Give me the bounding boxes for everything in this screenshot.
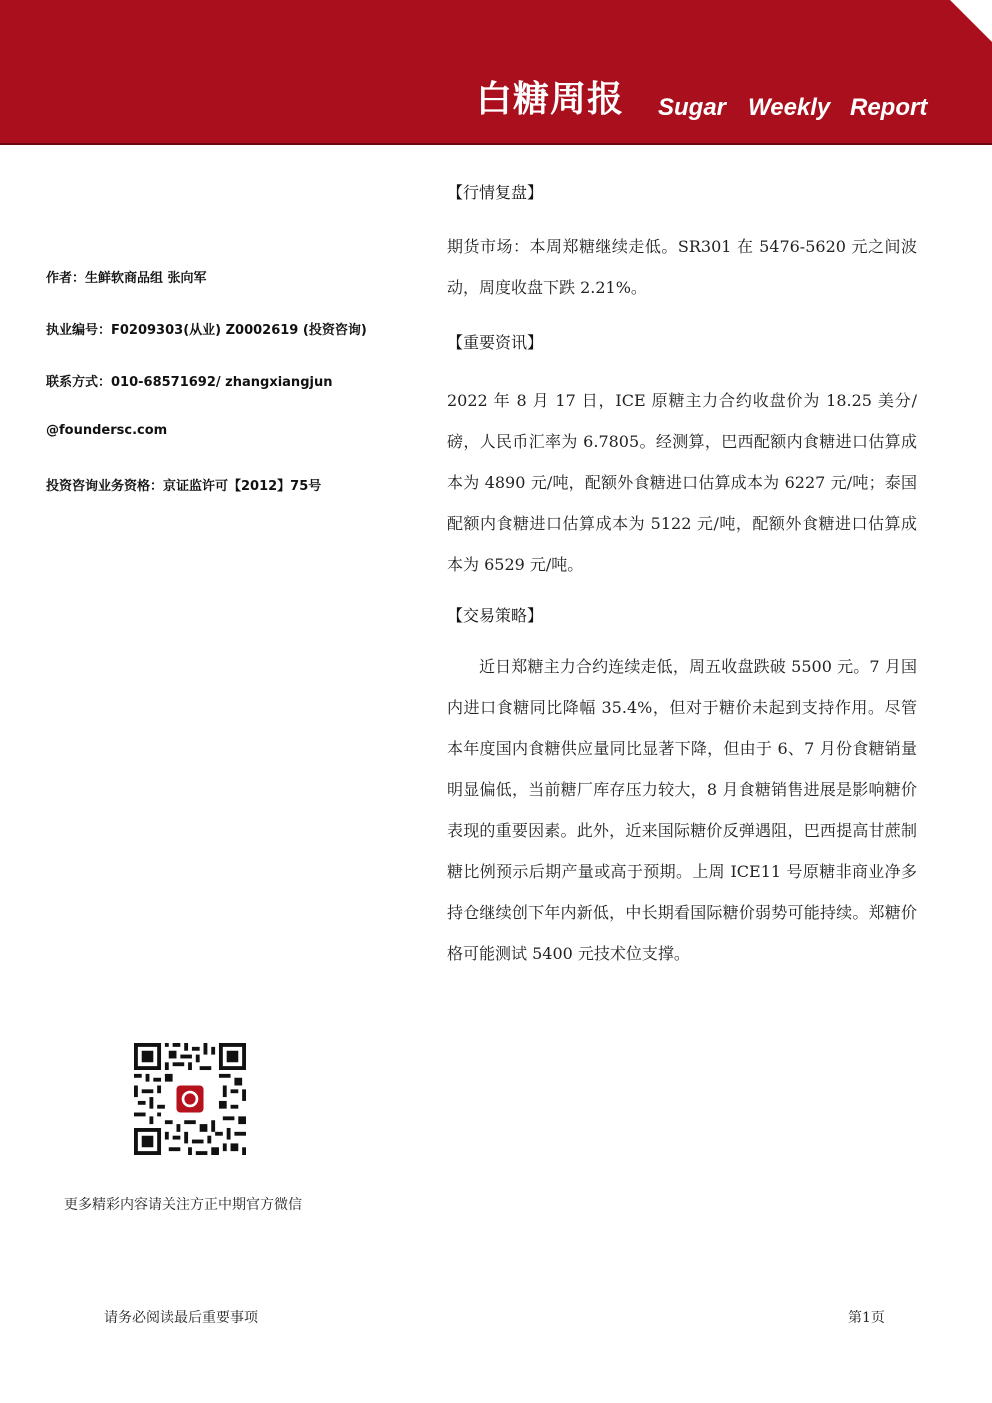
- folded-corner: [950, 0, 992, 42]
- strategy-text: 近日郑糖主力合约连续走低，周五收盘跌破 5500 元。7 月国内进口食糖同比降幅 35.4%，但对于糖价未起到支持作用。尽管本年度国内食糖供应量同比显著下降，但由于 6、7 月份食糖销量明显偏低，当前糖厂库存压力较大，8 月食糖销售进展是影响糖价表现的重要因素。此外，近来国际糖价反弹遇阻，巴西提高甘蔗制糖比例预示后期产量或高于预期。上周 ICE11 号原糖非商业净多持仓继续创下年内新低，中长期看国际糖价弱势可能持续。郑糖价格可能测试 5400 元技术位支撑。: [447, 657, 917, 963]
- author-line: 作者：生鲜软商品组 张向军: [46, 271, 207, 286]
- qr-caption: 更多精彩内容请关注方正中期官方微信: [64, 1197, 302, 1213]
- heading-market-review: 【行情复盘】: [447, 183, 544, 202]
- market-review-text: 期货市场：本周郑糖继续走低。SR301 在 5476-5620 元之间波动，周度收盘下跌 2.21%。: [447, 237, 917, 297]
- report-title-en-3: Report: [850, 94, 928, 121]
- qualification-line: 投资咨询业务资格：京证监许可【2012】75号: [46, 479, 322, 494]
- report-title-en-1: Sugar: [658, 94, 727, 121]
- email-line: @foundersc.com: [46, 423, 168, 438]
- wechat-qr-code: [134, 1043, 246, 1155]
- header-banner: [0, 0, 992, 145]
- contact-line: 联系方式：010-68571692/ zhangxiangjun: [46, 375, 333, 390]
- report-title-cn: 白糖周报: [476, 79, 625, 120]
- license-line: 执业编号：F0209303(从业) Z0002619 (投资咨询): [46, 323, 367, 338]
- page-number: 第1页: [848, 1310, 885, 1326]
- footer-notice: 请务必阅读最后重要事项: [104, 1310, 258, 1326]
- heading-strategy: 【交易策略】: [447, 606, 544, 625]
- heading-news: 【重要资讯】: [447, 333, 544, 352]
- news-text: 2022 年 8 月 17 日，ICE 原糖主力合约收盘价为 18.25 美分/磅，人民币汇率为 6.7805。经测算，巴西配额内食糖进口估算成本为 4890 元/吨，配额外食糖进口估算成本为 6227 元/吨；泰国配额内食糖进口估算成本为 5122 元/吨，配额外食糖进口估算成本为 6529 元/吨。: [447, 391, 917, 574]
- report-title-en-2: Weekly: [748, 94, 831, 121]
